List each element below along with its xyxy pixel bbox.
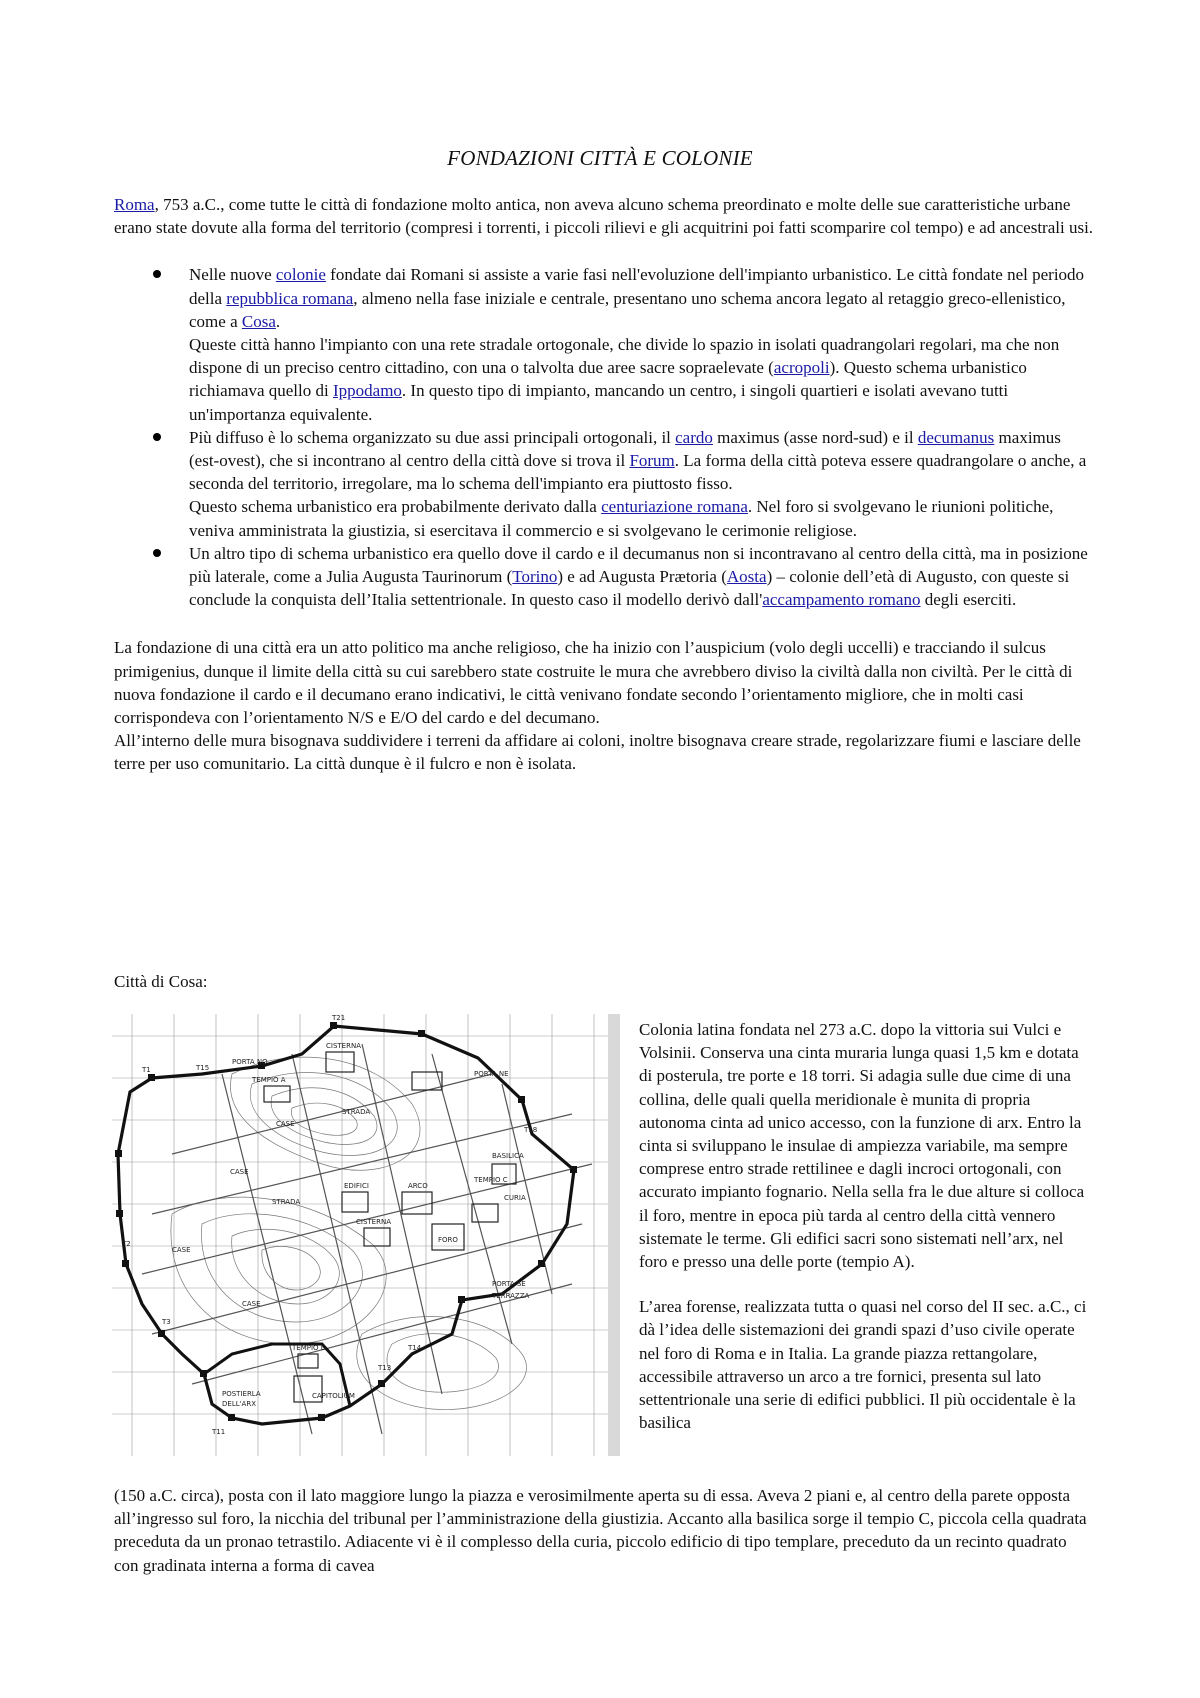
link-torino[interactable]: Torino [512, 567, 558, 587]
map-label: T15 [196, 1064, 210, 1072]
map-label: T14 [408, 1344, 422, 1352]
map-label: STRADA [272, 1198, 301, 1206]
map-label: CURIA [504, 1194, 526, 1202]
map-label: STRADA [342, 1108, 371, 1116]
map-label: CASE [230, 1168, 249, 1176]
map-label: T13 [378, 1364, 392, 1372]
cosa-area-forense-paragraph: L’area forense, realizzata tutta o quasi nel corso del II sec. a.C., ci dà l’idea delle sistemazioni dei grandi spazi d’uso civile operate nel foro di Roma e in Italia. La grande piazza rettangolare, accessibile attraverso un arco a tre fornici, presenta sul lato settentrionale una serie di edifici pubblici. Il più occidentale è la basilica [639, 1297, 1087, 1433]
map-label: T21 [332, 1014, 346, 1022]
link-roma[interactable]: Roma [114, 195, 155, 214]
link-centuriazione-romana[interactable]: centuriazione romana [601, 497, 748, 517]
bullet-item-cardo-decumano: Più diffuso è lo schema organizzato su due assi principali ortogonali, il cardo maximus (asse nord-sud) e il decumanus maximus (est-ovest), che si incontrano al centro della città dove si trova il Forum. La forma della città poteva essere quadrangolare o anche, a seconda del territorio, irregolare, ma lo schema dell'impianto era piuttosto fisso. Questo schema urbanistico era probabilmente derivato dalla centuriazione romana. Nel foro si svolgevano le riunioni politiche, veniva amministrata la giustizia, si esercitava il commercio e si svolgevano le cerimonie religiose. [189, 426, 1094, 542]
link-colonie[interactable]: colonie [275, 265, 326, 285]
link-aosta[interactable]: Aosta [726, 567, 767, 587]
main-content [114, 193, 1094, 776]
map-label: CAPITOLIUM [312, 1392, 355, 1400]
map-label: T2 [122, 1240, 131, 1248]
map-label: CASE [242, 1300, 261, 1308]
link-acropoli[interactable]: acropoli [773, 358, 830, 378]
map-label: CISTERNA [356, 1218, 391, 1226]
bullet-item-colonie: Nelle nuove colonie fondate dai Romani si assiste a varie fasi nell'evoluzione dell'impianto urbanistico. Le città fondate nel periodo della repubblica romana, almeno nella fase iniziale e centrale, presentano uno schema ancora legato al retaggio greco-ellenistico, come a Cosa. Queste città hanno l'impianto con una rete stradale ortogonale, che divide lo spazio in isolati quadrangolari regolari, ma che non dispone di un preciso centro cittadino, con una o talvolta due aree sacre sopraelevate (acropoli). Questo schema urbanistico richiamava quello di Ippodamo. In questo tipo di impianto, mancando un centro, i singoli quartieri e isolati avevano tutti un'importanza equivalente. [189, 263, 1094, 425]
map-label: PORTA NE [474, 1070, 509, 1078]
bullet-list [114, 263, 1094, 611]
map-label: TEMPIO A [252, 1076, 286, 1084]
map-label: TEMPIO C [474, 1176, 508, 1184]
cosa-description [639, 1018, 1094, 1434]
cosa-continuation: (150 a.C. circa), posta con il lato maggiore lungo la piazza e verosimilmente aperta su di essa. Aveva 2 piani e, al centro della parete opposta all’ingresso sul foro, la nicchia del tribunal per l’amministrazione della giustizia. Accanto alla basilica sorge il tempio C, piccola cella quadrata preceduta da un pronao tetrastilo. Adiacente vi è il complesso della curia, piccolo edificio di tipo templare, preceduto da un recinto quadrato con gradinata interna a forma di cavea [114, 1486, 1087, 1575]
map-label: ARCO [408, 1182, 428, 1190]
map-label: TEMPIO D [292, 1344, 327, 1352]
map-label: T18 [524, 1126, 538, 1134]
map-label: CISTERNA [326, 1042, 361, 1050]
map-label: T1 [142, 1066, 151, 1074]
map-label: T11 [212, 1428, 226, 1436]
map-label: TERRAZZA [492, 1292, 530, 1300]
map-label: DELL'ARX [222, 1400, 256, 1408]
bullet-item-schema-laterale: Un altro tipo di schema urbanistico era quello dove il cardo e il decumanus non si incontravano al centro della città, ma in posizione più laterale, come a Julia Augusta Taurinorum (Torino) e ad Augusta Prætoria (Aosta) – colonie dell’età di Augusto, con queste si conclude la conquista dell’Italia settentrionale. In questo caso il modello derivò dall'accampamento romano degli eserciti. [189, 542, 1094, 612]
link-decumanus[interactable]: decumanus [917, 427, 995, 447]
map-label: CASE [172, 1246, 191, 1254]
map-label: EDIFICI [344, 1182, 369, 1190]
map-label: FORO [438, 1236, 458, 1244]
map-label: BASILICA [492, 1152, 524, 1160]
intro-paragraph: Roma, 753 a.C., come tutte le città di fondazione molto antica, non aveva alcuno schema preordinato e molte delle sue caratteristiche urbane erano state dovute alla forma del territorio (compresi i torrenti, i piccoli rilievi e gli acquitrini poi fatti scomparire col tempo) e ad ancestrali usi. [114, 195, 1094, 238]
map-label: POSTIERLA [222, 1390, 261, 1398]
map-label: PORTA SE [492, 1280, 526, 1288]
link-accampamento-romano[interactable]: accampamento romano [762, 590, 921, 610]
map-label: PORTA NO [232, 1058, 268, 1066]
map-label: T3 [162, 1318, 171, 1326]
cosa-description-paragraph: Colonia latina fondata nel 273 a.C. dopo la vittoria sui Vulci e Volsinii. Conserva una cinta muraria lunga quasi 1,5 km e dotata di posterula, tre porte e 18 torri. Si adagia sulle due cime di una collina, delle quali quella meridionale è munita di propria autonoma cinta ad unico accesso, con la funzione di arx. Entro la cinta si sviluppano le insulae di ampiezza variabile, ma sempre comprese entro strade rettilinee e dagli incroci ortogonali, con accurato impianto fognario. Nella sella fra le due alture si colloca il foro, mentre in epoca più tarda al centro della città vennero sistemate le terme. Gli edifici sacri sono sistemati nell’arx, nel foro e presso una delle porte (tempio A). [639, 1020, 1085, 1272]
link-ippodamo[interactable]: Ippodamo [332, 381, 402, 401]
link-repubblica-romana[interactable]: repubblica romana [226, 288, 354, 308]
link-cardo[interactable]: cardo [675, 427, 713, 447]
link-cosa[interactable]: Cosa [241, 311, 276, 331]
cosa-map-figure [112, 1014, 620, 1456]
map-label: CASE [276, 1120, 295, 1128]
paragraph-mura: All’interno delle mura bisognava suddividere i terreni da affidare ai coloni, inoltre bisognava creare strade, regolarizzare fiumi e lasciare delle terre per uso comunitario. La città dunque è il fulcro e non è isolata. [114, 731, 1081, 774]
page-title: FONDAZIONI CITTÀ E COLONIE [447, 146, 753, 170]
paragraph-fondazione: La fondazione di una città era un atto politico ma anche religioso, che ha inizio con l’auspicium (volo degli uccelli) e tracciando il sulcus primigenius, dunque il limite della città su cui sarebbero state costruite le mura che avrebbero diviso la civiltà dalla non civiltà. Per le città di nuova fondazione il cardo e il decumano erano indicativi, le città venivano fondate secondo l’orientamento migliore, che in molti casi corrispondeva con l’orientamento N/S e E/O del cardo e del decumano. [114, 638, 1073, 728]
link-forum[interactable]: Forum [629, 451, 675, 471]
cosa-heading: Città di Cosa: [114, 972, 208, 991]
